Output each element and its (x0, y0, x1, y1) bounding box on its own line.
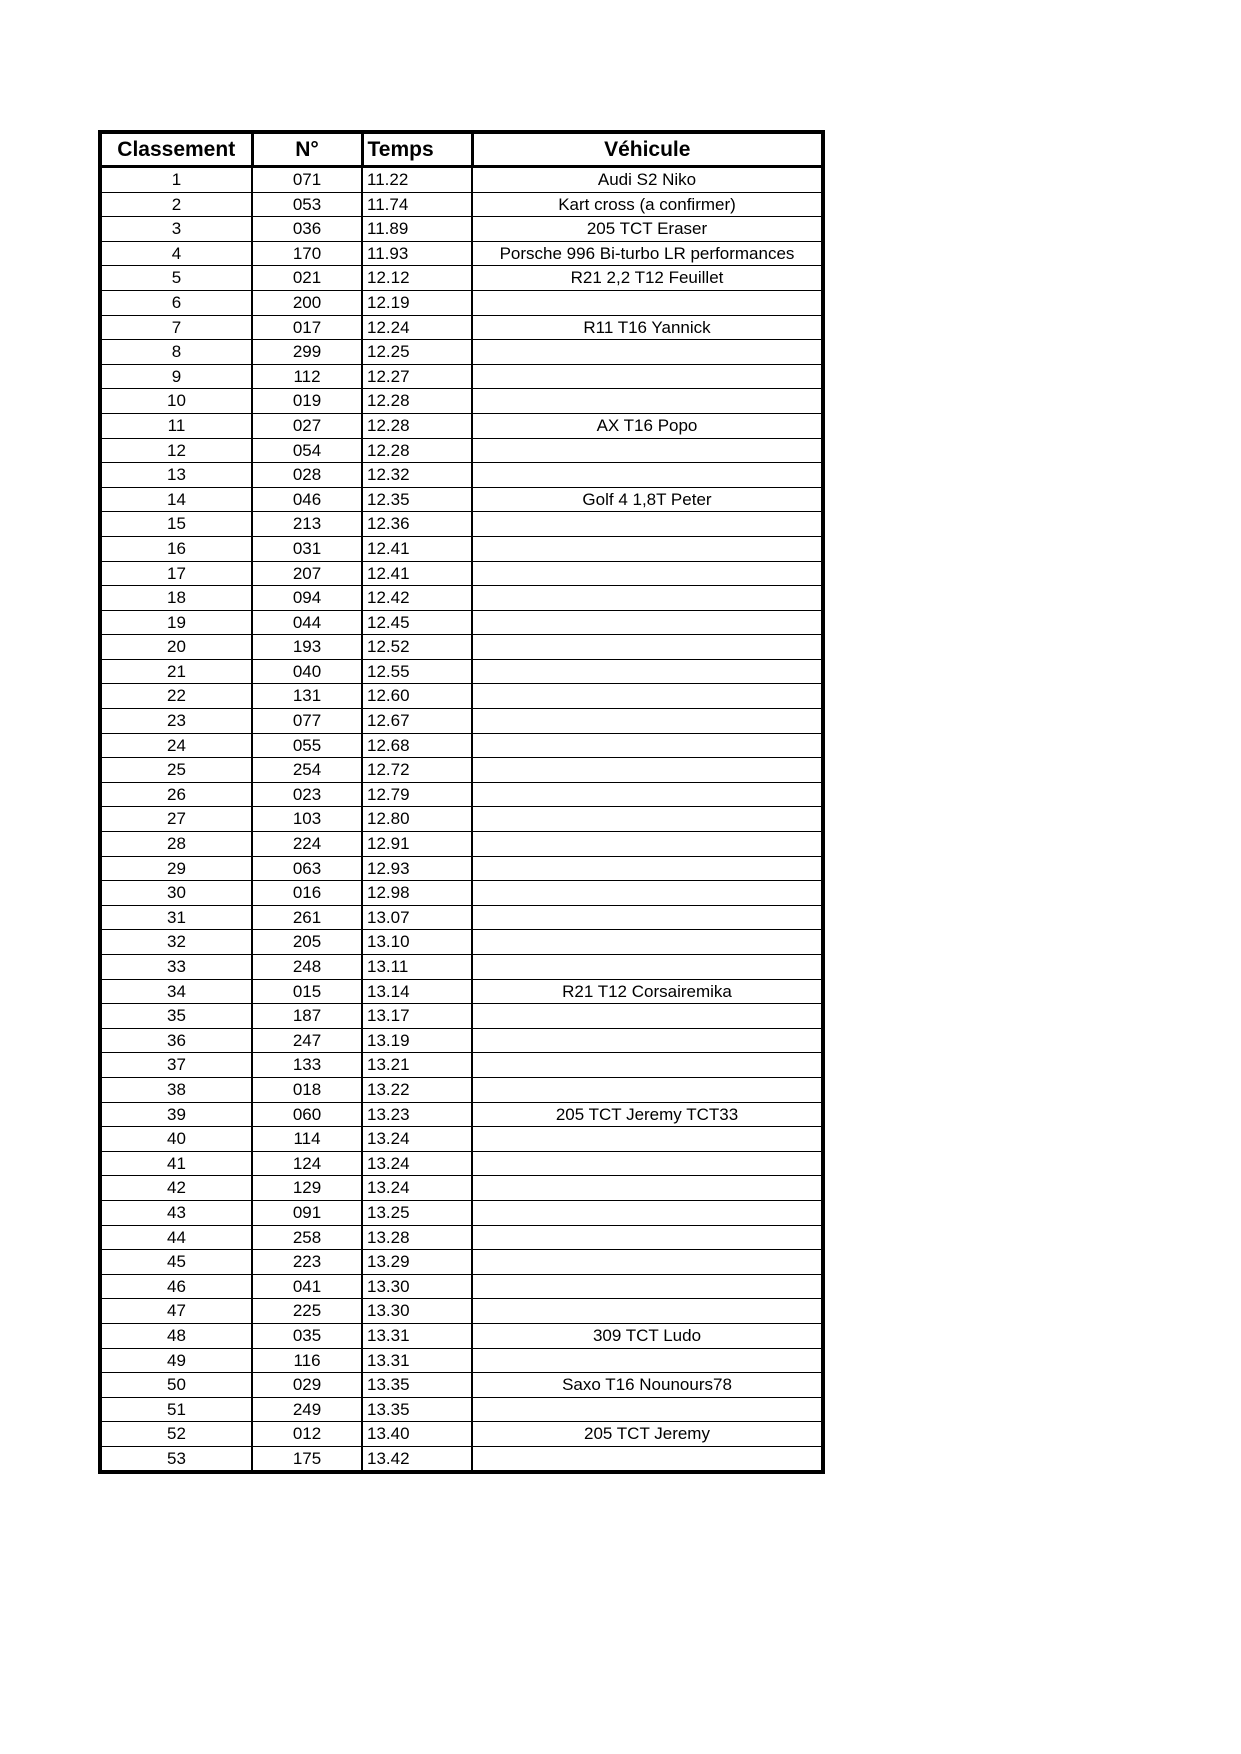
cell-classement: 10 (100, 389, 252, 414)
cell-classement: 42 (100, 1176, 252, 1201)
cell-numero: 207 (252, 561, 362, 586)
cell-vehicule (472, 1446, 823, 1472)
cell-temps: 12.24 (362, 315, 472, 340)
cell-temps: 12.60 (362, 684, 472, 709)
cell-classement: 12 (100, 438, 252, 463)
cell-temps: 12.25 (362, 340, 472, 365)
cell-classement: 30 (100, 881, 252, 906)
cell-numero: 012 (252, 1422, 362, 1447)
cell-temps: 12.67 (362, 709, 472, 734)
cell-temps: 12.45 (362, 610, 472, 635)
cell-numero: 124 (252, 1151, 362, 1176)
cell-temps: 12.72 (362, 758, 472, 783)
cell-classement: 46 (100, 1274, 252, 1299)
cell-classement: 43 (100, 1200, 252, 1225)
table-row (100, 1004, 823, 1029)
cell-vehicule (472, 1299, 823, 1324)
table-row (100, 512, 823, 537)
cell-temps: 12.98 (362, 881, 472, 906)
cell-temps: 12.79 (362, 782, 472, 807)
cell-numero: 225 (252, 1299, 362, 1324)
cell-temps: 12.42 (362, 586, 472, 611)
cell-vehicule (472, 684, 823, 709)
table-row (100, 1397, 823, 1422)
cell-numero: 023 (252, 782, 362, 807)
table-row (100, 856, 823, 881)
table-row (100, 807, 823, 832)
cell-numero: 027 (252, 413, 362, 438)
cell-numero: 053 (252, 192, 362, 217)
cell-temps: 12.52 (362, 635, 472, 660)
cell-numero: 040 (252, 659, 362, 684)
cell-classement: 40 (100, 1127, 252, 1152)
results-table (98, 130, 825, 1474)
table-row (100, 241, 823, 266)
results-table-container (98, 130, 821, 1474)
cell-classement: 22 (100, 684, 252, 709)
cell-numero: 205 (252, 930, 362, 955)
table-row (100, 463, 823, 488)
table-row (100, 955, 823, 980)
cell-classement: 38 (100, 1077, 252, 1102)
cell-vehicule (472, 1274, 823, 1299)
table-row (100, 266, 823, 291)
cell-numero: 021 (252, 266, 362, 291)
table-row (100, 561, 823, 586)
cell-classement: 7 (100, 315, 252, 340)
cell-numero: 249 (252, 1397, 362, 1422)
cell-numero: 133 (252, 1053, 362, 1078)
cell-temps: 13.22 (362, 1077, 472, 1102)
column-header-classement: Classement (100, 132, 252, 167)
cell-vehicule: 309 TCT Ludo (472, 1323, 823, 1348)
cell-temps: 12.41 (362, 536, 472, 561)
cell-classement: 41 (100, 1151, 252, 1176)
cell-temps: 12.28 (362, 413, 472, 438)
cell-temps: 13.23 (362, 1102, 472, 1127)
cell-numero: 248 (252, 955, 362, 980)
cell-vehicule: Kart cross (a confirmer) (472, 192, 823, 217)
cell-vehicule (472, 733, 823, 758)
cell-numero: 091 (252, 1200, 362, 1225)
cell-numero: 036 (252, 217, 362, 242)
cell-temps: 12.55 (362, 659, 472, 684)
cell-vehicule (472, 905, 823, 930)
cell-vehicule (472, 1127, 823, 1152)
cell-temps: 12.28 (362, 389, 472, 414)
cell-numero: 175 (252, 1446, 362, 1472)
cell-classement: 32 (100, 930, 252, 955)
table-row (100, 1422, 823, 1447)
cell-classement: 16 (100, 536, 252, 561)
cell-numero: 193 (252, 635, 362, 660)
header-row (100, 132, 823, 167)
cell-vehicule (472, 807, 823, 832)
cell-numero: 055 (252, 733, 362, 758)
cell-temps: 13.24 (362, 1127, 472, 1152)
cell-temps: 13.14 (362, 979, 472, 1004)
table-row (100, 758, 823, 783)
cell-numero: 299 (252, 340, 362, 365)
table-row (100, 364, 823, 389)
table-row (100, 832, 823, 857)
cell-numero: 094 (252, 586, 362, 611)
cell-numero: 131 (252, 684, 362, 709)
cell-temps: 13.10 (362, 930, 472, 955)
table-row (100, 192, 823, 217)
cell-vehicule: R21 2,2 T12 Feuillet (472, 266, 823, 291)
cell-temps: 12.68 (362, 733, 472, 758)
cell-classement: 6 (100, 290, 252, 315)
cell-temps: 13.42 (362, 1446, 472, 1472)
cell-numero: 041 (252, 1274, 362, 1299)
cell-numero: 258 (252, 1225, 362, 1250)
cell-temps: 13.17 (362, 1004, 472, 1029)
cell-classement: 47 (100, 1299, 252, 1324)
table-row (100, 1348, 823, 1373)
cell-vehicule (472, 930, 823, 955)
cell-numero: 019 (252, 389, 362, 414)
table-row (100, 1250, 823, 1275)
cell-temps: 13.24 (362, 1151, 472, 1176)
cell-vehicule: 205 TCT Jeremy TCT33 (472, 1102, 823, 1127)
cell-temps: 13.35 (362, 1373, 472, 1398)
cell-numero: 017 (252, 315, 362, 340)
cell-vehicule (472, 1397, 823, 1422)
table-row (100, 315, 823, 340)
cell-classement: 39 (100, 1102, 252, 1127)
cell-numero: 028 (252, 463, 362, 488)
cell-classement: 2 (100, 192, 252, 217)
cell-vehicule (472, 561, 823, 586)
cell-temps: 13.40 (362, 1422, 472, 1447)
table-row (100, 1446, 823, 1472)
cell-vehicule (472, 1225, 823, 1250)
cell-temps: 12.28 (362, 438, 472, 463)
table-row (100, 905, 823, 930)
cell-vehicule: 205 TCT Jeremy (472, 1422, 823, 1447)
table-row (100, 1053, 823, 1078)
cell-temps: 12.36 (362, 512, 472, 537)
table-row (100, 979, 823, 1004)
table-row (100, 167, 823, 193)
cell-classement: 5 (100, 266, 252, 291)
cell-numero: 261 (252, 905, 362, 930)
cell-vehicule (472, 536, 823, 561)
cell-vehicule (472, 512, 823, 537)
cell-classement: 52 (100, 1422, 252, 1447)
cell-vehicule (472, 659, 823, 684)
table-row (100, 1151, 823, 1176)
cell-numero: 116 (252, 1348, 362, 1373)
table-row (100, 1225, 823, 1250)
table-row (100, 413, 823, 438)
cell-temps: 13.07 (362, 905, 472, 930)
cell-temps: 12.35 (362, 487, 472, 512)
cell-numero: 112 (252, 364, 362, 389)
cell-classement: 19 (100, 610, 252, 635)
cell-numero: 247 (252, 1028, 362, 1053)
cell-classement: 18 (100, 586, 252, 611)
cell-vehicule (472, 955, 823, 980)
cell-temps: 11.22 (362, 167, 472, 193)
cell-temps: 13.35 (362, 1397, 472, 1422)
cell-numero: 170 (252, 241, 362, 266)
cell-vehicule: Porsche 996 Bi-turbo LR performances (472, 241, 823, 266)
table-row (100, 340, 823, 365)
table-row (100, 782, 823, 807)
cell-vehicule (472, 290, 823, 315)
cell-temps: 11.89 (362, 217, 472, 242)
cell-vehicule: Saxo T16 Nounours78 (472, 1373, 823, 1398)
table-row (100, 1102, 823, 1127)
cell-temps: 13.31 (362, 1348, 472, 1373)
cell-numero: 114 (252, 1127, 362, 1152)
cell-classement: 29 (100, 856, 252, 881)
cell-numero: 035 (252, 1323, 362, 1348)
cell-classement: 36 (100, 1028, 252, 1053)
cell-vehicule (472, 1151, 823, 1176)
table-row (100, 1299, 823, 1324)
table-header (100, 132, 823, 167)
cell-numero: 031 (252, 536, 362, 561)
cell-temps: 12.93 (362, 856, 472, 881)
cell-temps: 13.31 (362, 1323, 472, 1348)
cell-classement: 21 (100, 659, 252, 684)
table-row (100, 1077, 823, 1102)
cell-temps: 12.91 (362, 832, 472, 857)
table-row (100, 290, 823, 315)
cell-temps: 13.30 (362, 1299, 472, 1324)
table-row (100, 610, 823, 635)
cell-numero: 213 (252, 512, 362, 537)
cell-numero: 187 (252, 1004, 362, 1029)
cell-temps: 12.27 (362, 364, 472, 389)
cell-vehicule (472, 1200, 823, 1225)
cell-temps: 11.93 (362, 241, 472, 266)
cell-temps: 13.25 (362, 1200, 472, 1225)
cell-numero: 046 (252, 487, 362, 512)
cell-classement: 27 (100, 807, 252, 832)
cell-classement: 17 (100, 561, 252, 586)
column-header-temps: Temps (362, 132, 472, 167)
cell-vehicule (472, 340, 823, 365)
table-row (100, 217, 823, 242)
table-row (100, 684, 823, 709)
cell-classement: 26 (100, 782, 252, 807)
table-row (100, 1200, 823, 1225)
table-row (100, 1176, 823, 1201)
table-row (100, 635, 823, 660)
table-row (100, 1323, 823, 1348)
cell-vehicule (472, 1176, 823, 1201)
table-row (100, 709, 823, 734)
cell-vehicule (472, 1053, 823, 1078)
cell-temps: 12.19 (362, 290, 472, 315)
cell-temps: 12.32 (362, 463, 472, 488)
cell-numero: 018 (252, 1077, 362, 1102)
table-row (100, 881, 823, 906)
cell-numero: 224 (252, 832, 362, 857)
cell-temps: 12.41 (362, 561, 472, 586)
cell-classement: 34 (100, 979, 252, 1004)
cell-temps: 13.30 (362, 1274, 472, 1299)
cell-vehicule (472, 782, 823, 807)
cell-classement: 4 (100, 241, 252, 266)
cell-temps: 12.12 (362, 266, 472, 291)
cell-vehicule (472, 586, 823, 611)
table-row (100, 586, 823, 611)
cell-classement: 53 (100, 1446, 252, 1472)
cell-classement: 15 (100, 512, 252, 537)
table-row (100, 1028, 823, 1053)
cell-numero: 254 (252, 758, 362, 783)
cell-numero: 029 (252, 1373, 362, 1398)
cell-numero: 016 (252, 881, 362, 906)
cell-vehicule (472, 758, 823, 783)
cell-vehicule (472, 856, 823, 881)
cell-numero: 077 (252, 709, 362, 734)
cell-classement: 37 (100, 1053, 252, 1078)
table-row (100, 733, 823, 758)
cell-classement: 45 (100, 1250, 252, 1275)
table-row (100, 659, 823, 684)
cell-vehicule: R21 T12 Corsairemika (472, 979, 823, 1004)
table-row (100, 536, 823, 561)
cell-vehicule (472, 881, 823, 906)
column-header-numero: N° (252, 132, 362, 167)
cell-classement: 24 (100, 733, 252, 758)
cell-classement: 20 (100, 635, 252, 660)
table-body (100, 167, 823, 1473)
table-row (100, 438, 823, 463)
cell-vehicule: Audi S2 Niko (472, 167, 823, 193)
cell-classement: 44 (100, 1225, 252, 1250)
table-row (100, 1373, 823, 1398)
cell-temps: 13.24 (362, 1176, 472, 1201)
column-header-vehicule: Véhicule (472, 132, 823, 167)
cell-temps: 12.80 (362, 807, 472, 832)
cell-vehicule (472, 1077, 823, 1102)
cell-classement: 1 (100, 167, 252, 193)
cell-vehicule (472, 832, 823, 857)
cell-vehicule (472, 709, 823, 734)
cell-classement: 49 (100, 1348, 252, 1373)
cell-classement: 14 (100, 487, 252, 512)
cell-classement: 50 (100, 1373, 252, 1398)
cell-vehicule: Golf 4 1,8T Peter (472, 487, 823, 512)
cell-vehicule (472, 438, 823, 463)
cell-numero: 054 (252, 438, 362, 463)
cell-numero: 129 (252, 1176, 362, 1201)
cell-numero: 200 (252, 290, 362, 315)
cell-classement: 51 (100, 1397, 252, 1422)
cell-numero: 060 (252, 1102, 362, 1127)
cell-classement: 35 (100, 1004, 252, 1029)
cell-vehicule (472, 635, 823, 660)
table-row (100, 930, 823, 955)
cell-vehicule (472, 1028, 823, 1053)
cell-numero: 223 (252, 1250, 362, 1275)
cell-numero: 071 (252, 167, 362, 193)
cell-classement: 48 (100, 1323, 252, 1348)
cell-temps: 13.11 (362, 955, 472, 980)
cell-vehicule: AX T16 Popo (472, 413, 823, 438)
cell-vehicule (472, 1004, 823, 1029)
cell-classement: 28 (100, 832, 252, 857)
cell-vehicule (472, 389, 823, 414)
cell-numero: 103 (252, 807, 362, 832)
cell-classement: 33 (100, 955, 252, 980)
cell-vehicule: 205 TCT Eraser (472, 217, 823, 242)
table-row (100, 389, 823, 414)
cell-vehicule (472, 1348, 823, 1373)
cell-temps: 13.29 (362, 1250, 472, 1275)
cell-numero: 015 (252, 979, 362, 1004)
cell-temps: 13.19 (362, 1028, 472, 1053)
cell-classement: 9 (100, 364, 252, 389)
cell-classement: 25 (100, 758, 252, 783)
cell-vehicule (472, 1250, 823, 1275)
cell-classement: 8 (100, 340, 252, 365)
table-row (100, 487, 823, 512)
table-row (100, 1274, 823, 1299)
cell-classement: 11 (100, 413, 252, 438)
table-row (100, 1127, 823, 1152)
cell-vehicule (472, 364, 823, 389)
cell-vehicule: R11 T16 Yannick (472, 315, 823, 340)
cell-numero: 044 (252, 610, 362, 635)
cell-classement: 31 (100, 905, 252, 930)
cell-temps: 13.28 (362, 1225, 472, 1250)
cell-vehicule (472, 610, 823, 635)
cell-temps: 11.74 (362, 192, 472, 217)
cell-classement: 3 (100, 217, 252, 242)
cell-classement: 13 (100, 463, 252, 488)
cell-numero: 063 (252, 856, 362, 881)
cell-classement: 23 (100, 709, 252, 734)
cell-temps: 13.21 (362, 1053, 472, 1078)
cell-vehicule (472, 463, 823, 488)
